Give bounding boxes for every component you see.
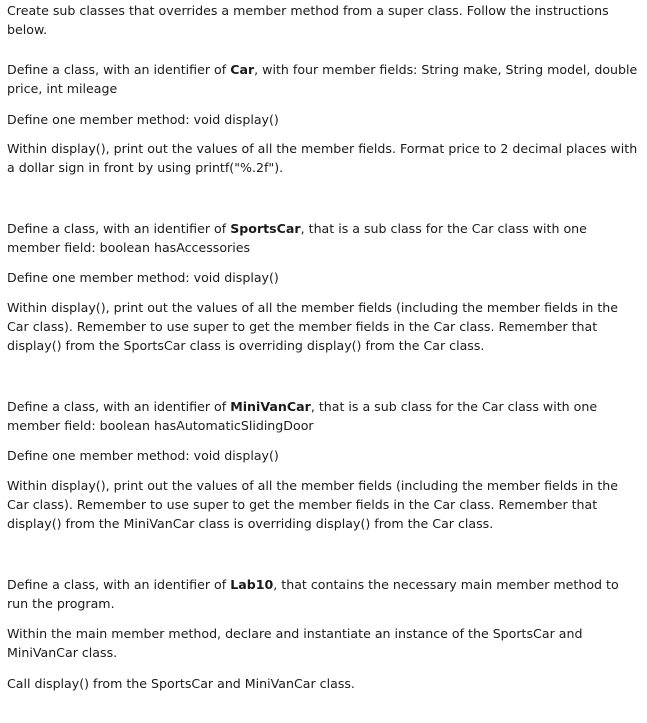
lab10-call-paragraph: Call display() from the SportsCar and MiniVanCar class. [7, 676, 355, 691]
minivancar-define-prefix: Define a class, with an identifier of [7, 399, 231, 414]
car-method-paragraph: Define one member method: void display() [7, 112, 279, 127]
car-definition-paragraph [7, 60, 639, 98]
lab10-class-name: Lab10 [230, 577, 274, 592]
minivancar-definition-paragraph [7, 397, 639, 435]
sportscar-method-paragraph: Define one member method: void display() [7, 270, 279, 285]
car-define-suffix: , with four member fields: String make, String model, double price, int mileage [7, 62, 638, 96]
lab10-definition-paragraph [7, 575, 639, 613]
sportscar-class-name: SportsCar [230, 221, 301, 236]
sportscar-define-prefix: Define a class, with an identifier of [7, 221, 231, 236]
sportscar-definition-paragraph [7, 219, 639, 257]
minivancar-display-paragraph: Within display(), print out the values of all the member fields (including the member fields in the Car class). Remember to use super to get the member fields in the Car class. Remember that display() from the MiniVanCar class is overriding display() from the Car class. [7, 478, 618, 531]
sportscar-define-suffix: , that is a sub class for the Car class with one member field: boolean hasAccessories [7, 221, 587, 255]
intro-paragraph: Create sub classes that overrides a member method from a super class. Follow the instructions below. [7, 3, 609, 37]
car-define-prefix: Define a class, with an identifier of [7, 62, 231, 77]
minivancar-class-name: MiniVanCar [230, 399, 311, 414]
minivancar-method-paragraph: Define one member method: void display() [7, 448, 279, 463]
lab10-main-paragraph: Within the main member method, declare and instantiate an instance of the SportsCar and MiniVanCar class. [7, 626, 583, 660]
lab10-define-suffix: , that contains the necessary main member method to run the program. [7, 577, 619, 611]
sportscar-display-paragraph: Within display(), print out the values of all the member fields (including the member fields in the Car class). Remember to use super to get the member fields in the Car class. Remember that display() from the SportsCar class is overriding display() from the Car class. [7, 300, 618, 353]
lab10-define-prefix: Define a class, with an identifier of [7, 577, 231, 592]
minivancar-define-suffix: , that is a sub class for the Car class with one member field: boolean hasAutomaticSlidingDoor [7, 399, 598, 433]
car-class-name: Car [230, 62, 255, 77]
car-display-paragraph: Within display(), print out the values of all the member fields. Format price to 2 decimal places with a dollar sign in front by using printf("%.2f"). [7, 141, 638, 175]
